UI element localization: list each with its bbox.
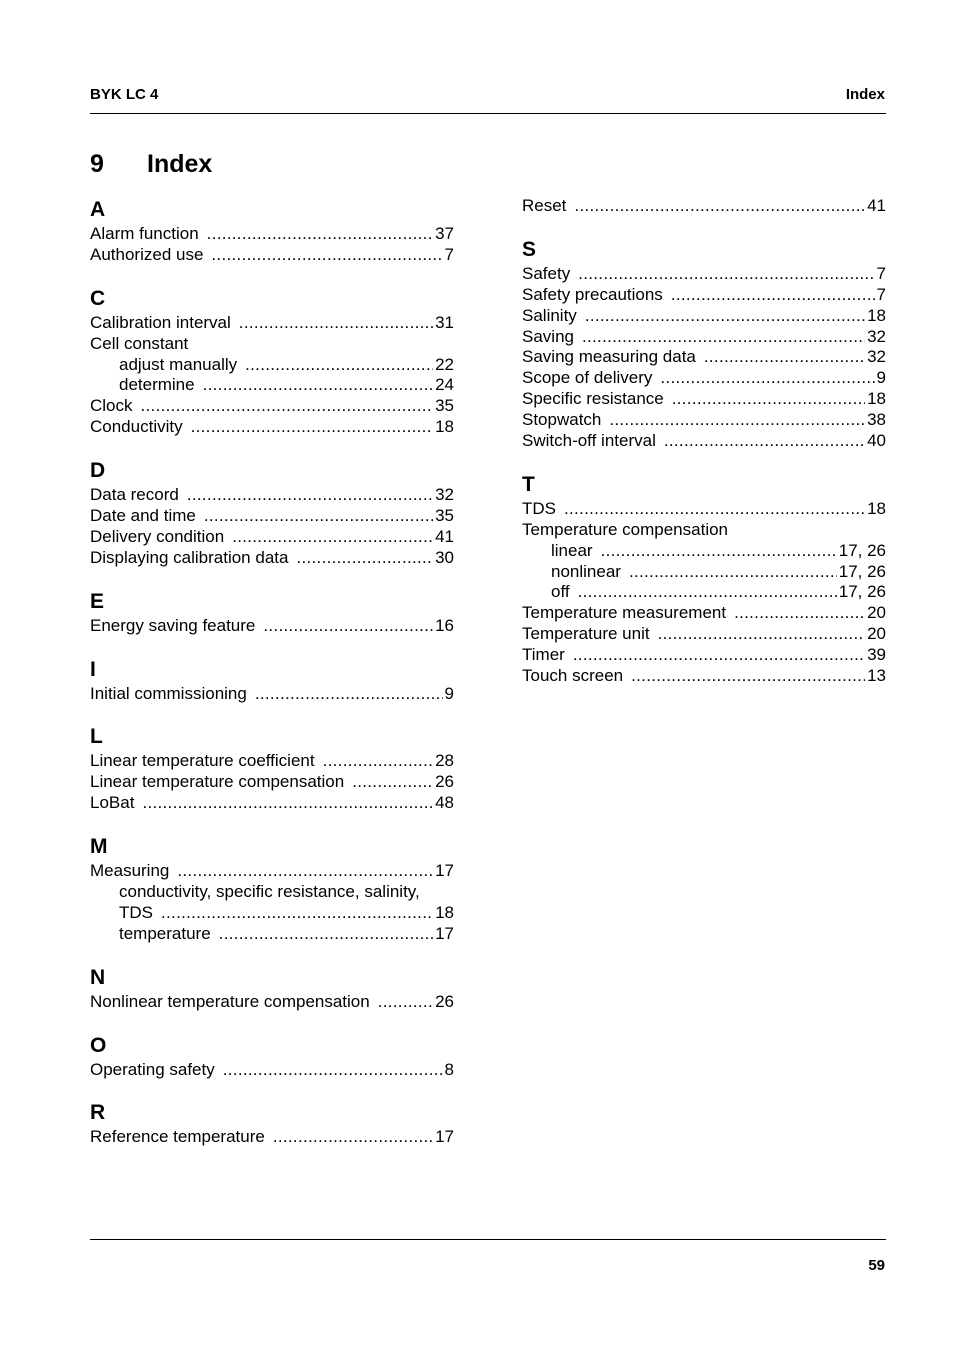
index-page-ref: 41 (867, 196, 886, 215)
index-term: Nonlinear temperature compensation (90, 991, 370, 1011)
dot-leader (239, 313, 433, 334)
index-entry (522, 520, 886, 541)
dot-leader (578, 582, 837, 603)
index-subentry (90, 924, 454, 945)
index-term: Reference temperature (90, 1127, 265, 1147)
index-section (522, 471, 886, 687)
index-entry (522, 347, 886, 368)
index-entry (522, 431, 886, 452)
index-letter-heading: O (90, 1033, 107, 1057)
index-subentry (90, 903, 454, 924)
index-section (90, 656, 454, 705)
index-column-right (522, 196, 886, 706)
index-page-ref: 13 (867, 666, 886, 686)
index-page-ref: 17, 26 (838, 561, 886, 581)
dot-leader (378, 992, 433, 1013)
index-subentry (90, 355, 454, 376)
index-page-ref: 16 (435, 615, 454, 635)
index-entry (90, 506, 454, 527)
index-entry (90, 616, 454, 637)
header-divider (90, 113, 886, 114)
index-entry (522, 624, 886, 645)
dot-leader (323, 751, 433, 772)
index-term: Temperature compensation (522, 519, 729, 539)
index-page-ref: 17 (435, 1127, 454, 1147)
index-entry (90, 1127, 454, 1148)
index-entry (522, 410, 886, 431)
dot-leader (573, 645, 865, 666)
dot-leader (255, 684, 443, 705)
index-section (90, 964, 454, 1013)
index-term: conductivity, specific resistance, salinity, (119, 882, 420, 902)
index-term: Linear temperature coefficient (90, 751, 315, 771)
index-letter-heading: L (90, 725, 103, 749)
index-page-ref: 26 (435, 991, 454, 1011)
index-entry (522, 264, 886, 285)
index-letter-heading: S (522, 237, 537, 261)
index-entry (522, 306, 886, 327)
index-page-ref: 18 (867, 305, 886, 325)
dot-leader (671, 285, 875, 306)
index-term: Stopwatch (522, 410, 602, 430)
index-page-ref: 35 (435, 506, 454, 526)
index-entry (90, 992, 454, 1013)
index-letter-heading: A (90, 198, 106, 221)
index-page-ref: 9 (444, 683, 454, 703)
index-entry (90, 772, 454, 793)
dot-leader (207, 224, 433, 245)
dot-leader (578, 264, 874, 285)
index-letter-heading: D (90, 459, 106, 483)
index-term: Initial commissioning (90, 683, 247, 703)
dot-leader (161, 903, 433, 924)
index-entry (90, 1060, 454, 1081)
index-section (90, 588, 454, 637)
index-term: nonlinear (551, 561, 621, 581)
index-page-ref: 18 (867, 498, 886, 518)
index-term: Displaying calibration data (90, 547, 289, 567)
index-entry (90, 224, 454, 245)
dot-leader (187, 485, 433, 506)
index-term: Calibration interval (90, 312, 231, 332)
index-term: Measuring (90, 861, 170, 881)
index-page-ref: 9 (876, 368, 886, 388)
index-subentry (522, 541, 886, 562)
index-entry (90, 861, 454, 882)
index-section (522, 236, 886, 452)
dot-leader (564, 499, 865, 520)
index-term: TDS (119, 902, 153, 922)
index-section (90, 723, 454, 814)
index-entry (90, 313, 454, 334)
index-term: Touch screen (522, 666, 624, 686)
dot-leader (204, 506, 433, 527)
dot-leader (232, 527, 433, 548)
index-term: off (551, 582, 570, 602)
dot-leader (672, 389, 865, 410)
index-term: Data record (90, 485, 179, 505)
index-term: Saving (522, 326, 574, 346)
index-term: Alarm function (90, 224, 199, 243)
dot-leader (219, 924, 433, 945)
index-term: Saving measuring data (522, 347, 696, 367)
dot-leader (585, 306, 865, 327)
dot-leader (660, 368, 874, 389)
index-term: Temperature unit (522, 624, 650, 644)
index-term: adjust manually (119, 354, 238, 374)
index-column-left (90, 196, 454, 1167)
index-section (90, 196, 454, 266)
index-term: Delivery condition (90, 526, 225, 546)
index-term: Scope of delivery (522, 368, 653, 388)
index-entry (522, 196, 886, 217)
index-entry (522, 368, 886, 389)
index-term: Safety precautions (522, 284, 663, 304)
dot-leader (664, 431, 865, 452)
index-page-ref: 17 (435, 861, 454, 881)
header-document-title: BYK LC 4 (90, 86, 159, 103)
index-term: Safety (522, 263, 571, 283)
index-section (90, 1032, 454, 1081)
index-page-ref: 20 (867, 603, 886, 623)
index-page-ref: 39 (867, 645, 886, 665)
dot-leader (609, 410, 865, 431)
index-page-ref: 32 (435, 485, 454, 505)
index-page-ref: 18 (867, 389, 886, 409)
page-number: 59 (868, 1257, 885, 1274)
index-page-ref: 32 (867, 326, 886, 346)
index-entry (90, 334, 454, 355)
index-page-ref: 17, 26 (838, 582, 886, 602)
index-page-ref: 31 (435, 312, 454, 332)
index-page-ref: 28 (435, 751, 454, 771)
dot-leader (658, 624, 866, 645)
dot-leader (582, 327, 865, 348)
index-term: Date and time (90, 506, 196, 526)
index-term: Operating safety (90, 1059, 215, 1079)
index-section (522, 196, 886, 217)
index-entry (90, 396, 454, 417)
index-subentry (522, 582, 886, 603)
dot-leader (141, 396, 434, 417)
index-letter-heading: M (90, 835, 108, 859)
index-term: determine (119, 375, 195, 395)
index-term: Linear temperature compensation (90, 772, 345, 792)
index-section (90, 457, 454, 569)
dot-leader (296, 548, 433, 569)
index-page-ref: 40 (867, 431, 886, 451)
dot-leader (734, 603, 865, 624)
index-term: Reset (522, 196, 567, 215)
index-term: Temperature measurement (522, 603, 727, 623)
index-letter-heading: N (90, 965, 106, 989)
footer-divider (90, 1239, 886, 1240)
header-section-title: Index (845, 86, 885, 103)
dot-leader (352, 772, 433, 793)
index-entry (90, 417, 454, 438)
index-entry (522, 666, 886, 687)
index-term: Specific resistance (522, 389, 664, 409)
index-page-ref: 35 (435, 396, 454, 416)
index-page-ref: 32 (867, 347, 886, 367)
index-subentry (90, 375, 454, 396)
index-entry (522, 603, 886, 624)
index-subentry (522, 562, 886, 583)
index-term: Salinity (522, 305, 577, 325)
index-entry (522, 499, 886, 520)
index-page-ref: 7 (876, 263, 886, 283)
index-letter-heading: C (90, 286, 106, 310)
index-term: Authorized use (90, 244, 204, 264)
index-page-ref: 37 (435, 224, 454, 243)
dot-leader (203, 375, 433, 396)
index-subentry (90, 882, 454, 903)
index-term: Energy saving feature (90, 615, 256, 635)
index-page-ref: 24 (435, 375, 454, 395)
index-entry (90, 793, 454, 814)
index-term: Switch-off interval (522, 431, 656, 451)
index-section (90, 1099, 454, 1148)
dot-leader (704, 347, 865, 368)
index-page-ref: 7 (444, 244, 454, 264)
chapter-title: Index (147, 150, 213, 178)
index-page-ref: 8 (444, 1059, 454, 1079)
dot-leader (574, 196, 865, 217)
index-entry (90, 527, 454, 548)
index-entry (90, 684, 454, 705)
index-entry (522, 285, 886, 306)
index-page-ref: 18 (435, 902, 454, 922)
index-term: TDS (522, 498, 556, 518)
chapter-heading (90, 150, 212, 179)
index-page-ref: 22 (435, 354, 454, 374)
dot-leader (263, 616, 433, 637)
index-page-ref: 20 (867, 624, 886, 644)
index-page-ref: 41 (435, 526, 454, 546)
dot-leader (245, 355, 433, 376)
chapter-number: 9 (90, 150, 104, 178)
index-entry (522, 327, 886, 348)
index-page-ref: 7 (876, 284, 886, 304)
index-entry (90, 485, 454, 506)
index-entry (522, 389, 886, 410)
index-entry (90, 245, 454, 266)
index-entry (90, 751, 454, 772)
dot-leader (273, 1127, 433, 1148)
index-letter-heading: I (90, 657, 96, 681)
dot-leader (629, 562, 837, 583)
index-term: Cell constant (90, 333, 189, 353)
dot-leader (223, 1060, 443, 1081)
index-term: temperature (119, 923, 211, 943)
index-page-ref: 18 (435, 417, 454, 437)
index-page-ref: 17, 26 (838, 540, 886, 560)
index-page-ref: 48 (435, 793, 454, 813)
index-section (90, 833, 454, 945)
dot-leader (601, 541, 837, 562)
index-term: Clock (90, 396, 133, 416)
index-page-ref: 17 (435, 923, 454, 943)
dot-leader (631, 666, 865, 687)
index-term: LoBat (90, 793, 135, 813)
index-term: Timer (522, 645, 565, 665)
index-term: linear (551, 540, 593, 560)
index-page-ref: 26 (435, 772, 454, 792)
index-page-ref: 38 (867, 410, 886, 430)
index-section (90, 285, 454, 438)
dot-leader (142, 793, 433, 814)
index-page-ref: 30 (435, 547, 454, 567)
dot-leader (177, 861, 433, 882)
index-letter-heading: E (90, 589, 105, 613)
index-term: Conductivity (90, 417, 183, 437)
dot-leader (211, 245, 442, 266)
index-letter-heading: T (522, 472, 535, 496)
index-entry (90, 548, 454, 569)
index-entry (522, 645, 886, 666)
dot-leader (191, 417, 433, 438)
index-letter-heading: R (90, 1101, 106, 1125)
